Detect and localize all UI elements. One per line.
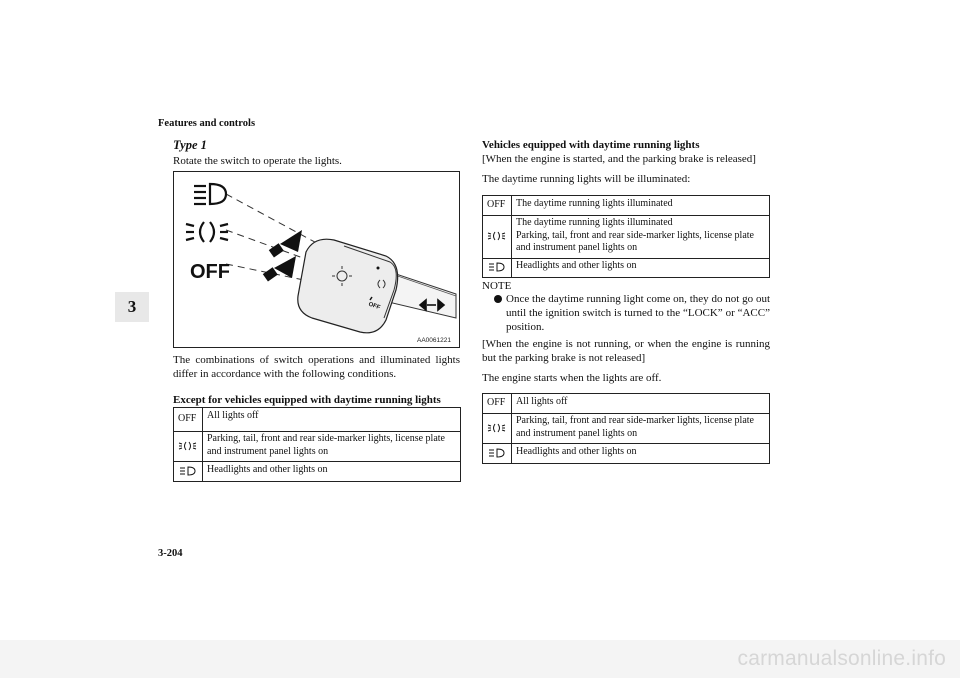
symbol-cell <box>174 462 203 482</box>
symbol-cell <box>174 431 203 462</box>
description-cell: Headlights and other lights on <box>512 444 770 464</box>
light-switch-figure <box>173 171 460 348</box>
bullet-icon <box>494 295 502 303</box>
table-row <box>174 462 461 482</box>
note-item <box>494 292 770 334</box>
symbol-cell: OFF <box>174 408 203 432</box>
watermark-text: carmanualsonline.info <box>737 647 946 670</box>
off-label: OFF <box>190 261 230 283</box>
note-label: NOTE <box>482 280 512 292</box>
table-row <box>483 258 770 278</box>
description-line: Parking, tail, front and rear side-marker lights, license plate and instrument panel lights on <box>516 229 754 253</box>
description-cell <box>512 215 770 258</box>
headlight-icon <box>487 262 507 272</box>
table-row <box>174 431 461 462</box>
knob-off-label: OFF <box>367 301 381 312</box>
section-header: Features and controls <box>158 118 256 129</box>
symbol-cell: OFF <box>483 394 512 414</box>
rotation-arrow-upper <box>269 230 302 258</box>
description-line: The daytime running lights illuminated <box>516 217 673 228</box>
light-table-no-drl <box>173 407 461 482</box>
table-row <box>483 413 770 444</box>
type-heading: Type 1 <box>173 138 207 152</box>
table-row <box>483 196 770 216</box>
headlight-icon <box>487 448 507 458</box>
light-table-drl-1 <box>482 195 770 278</box>
note-text: Once the daytime running light come on, they do not go out until the ignition switch is turned to the “LOCK” or “ACC” position. <box>506 293 770 333</box>
drl-condition-1: [When the engine is started, and the parking brake is released] <box>482 153 756 165</box>
drl-condition-2: [When the engine is not running, or when the engine is running but the parking brake is not released] <box>482 338 770 364</box>
subheading-no-drl: Except for vehicles equipped with daytime running lights <box>173 394 441 406</box>
table-row <box>483 444 770 464</box>
symbol-cell <box>483 444 512 464</box>
light-table-drl-2 <box>482 393 770 464</box>
symbol-cell: OFF <box>483 196 512 216</box>
light-switch-illustration <box>174 172 459 347</box>
description-cell: The daytime running lights illuminated <box>512 196 770 216</box>
parking-lights-icon <box>186 222 228 242</box>
description-cell: Parking, tail, front and rear side-marker lights, license plate and instrument panel lights on <box>203 431 461 462</box>
combinations-text: The combinations of switch operations and illuminated lights differ in accordance with the following conditions. <box>173 354 460 380</box>
drl-condition-1-result: The daytime running lights will be illuminated: <box>482 173 691 185</box>
symbol-cell <box>483 258 512 278</box>
switch-knob <box>298 239 398 333</box>
description-cell: All lights off <box>203 408 461 432</box>
table-row <box>174 408 461 432</box>
symbol-cell <box>483 215 512 258</box>
page-number: 3-204 <box>158 548 183 559</box>
symbol-cell <box>483 413 512 444</box>
headlight-icon <box>178 466 198 476</box>
table-row <box>483 215 770 258</box>
headlight-icon <box>194 184 226 204</box>
parking-lights-icon <box>178 441 198 451</box>
chapter-tab: 3 <box>115 292 149 322</box>
parking-lights-icon <box>487 231 507 241</box>
watermark-bar <box>0 640 960 678</box>
description-cell: Headlights and other lights on <box>203 462 461 482</box>
table-row <box>483 394 770 414</box>
intro-text: Rotate the switch to operate the lights. <box>173 155 342 167</box>
parking-lights-icon <box>487 423 507 433</box>
description-cell: Parking, tail, front and rear side-marker lights, license plate and instrument panel lights on <box>512 413 770 444</box>
drl-condition-2-result: The engine starts when the lights are off. <box>482 372 662 384</box>
drl-heading: Vehicles equipped with daytime running lights <box>482 139 700 151</box>
description-cell: Headlights and other lights on <box>512 258 770 278</box>
image-code: AA0061221 <box>417 337 451 344</box>
description-cell: All lights off <box>512 394 770 414</box>
